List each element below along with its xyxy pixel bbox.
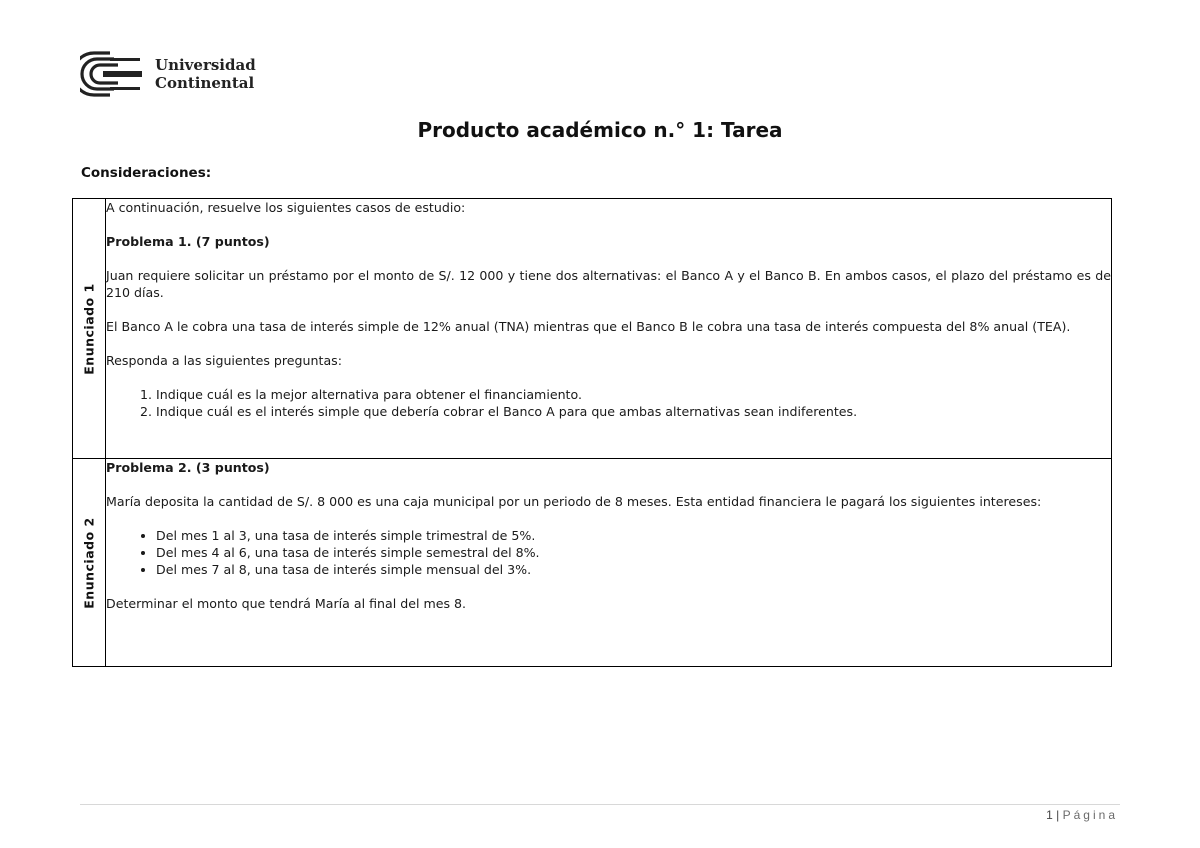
problem-1-paragraph-2: El Banco A le cobra una tasa de interés simple de 12% anual (TNA) mientras que el Banco B le cobra una tasa de interés compuesta del 8% anual (TEA). <box>106 319 1071 334</box>
problem-2-title: Problema 2. (3 puntos) <box>106 460 270 475</box>
problem-2-bullets <box>106 527 1111 578</box>
enunciado-1-label-cell <box>73 199 106 459</box>
considerations-heading: Consideraciones: <box>81 165 212 181</box>
page-label: Página <box>1062 808 1118 822</box>
page-footer <box>1046 808 1118 822</box>
university-logo-icon <box>80 50 144 98</box>
logo-text <box>155 56 256 92</box>
question-2: 2. Indique cuál es el interés simple que debería cobrar el Banco A para que ambas alternativas sean indiferentes. <box>156 403 1111 420</box>
footer-separator: | <box>1056 808 1060 822</box>
enunciado-1-content <box>106 199 1112 459</box>
problem-2-paragraph-1: María deposita la cantidad de S/. 8 000 es una caja municipal por un periodo de 8 meses. Esta entidad financiera le pagará los siguientes intereses: <box>106 494 1042 509</box>
bullet-3: • Del mes 7 al 8, una tasa de interés simple mensual del 3%. <box>156 561 1111 578</box>
problem-1-title: Problema 1. (7 puntos) <box>106 234 270 249</box>
enunciado-2-row <box>73 459 1112 667</box>
bullet-1: • Del mes 1 al 3, una tasa de interés simple trimestral de 5%. <box>156 527 1111 544</box>
problem-1-question-intro: Responda a las siguientes preguntas: <box>106 353 342 368</box>
enunciado-1-intro: A continuación, resuelve los siguientes casos de estudio: <box>106 200 466 215</box>
enunciado-1-row <box>73 199 1112 459</box>
problem-2-closing: Determinar el monto que tendrá María al final del mes 8. <box>106 596 467 611</box>
page-title: Producto académico n.° 1: Tarea <box>417 118 783 142</box>
enunciado-1-label: Enunciado 1 <box>81 282 97 375</box>
footer-divider <box>80 804 1120 805</box>
problem-1-questions <box>106 386 1111 420</box>
logo-line-1: Universidad <box>155 56 256 74</box>
bullet-2: • Del mes 4 al 6, una tasa de interés simple semestral del 8%. <box>156 544 1111 561</box>
problem-1-paragraph-1: Juan requiere solicitar un préstamo por el monto de S/. 12 000 y tiene dos alternativas: el Banco A y el Banco B. En ambos casos, el plazo del préstamo es de 210 días. <box>106 268 1111 300</box>
assignment-table <box>72 198 1112 667</box>
enunciado-2-label: Enunciado 2 <box>81 516 97 609</box>
page-number: 1 <box>1046 808 1053 822</box>
logo-line-2: Continental <box>155 74 255 92</box>
enunciado-2-content <box>106 459 1112 667</box>
question-1: 1. Indique cuál es la mejor alternativa para obtener el financiamiento. <box>156 386 1111 403</box>
enunciado-2-label-cell <box>73 459 106 667</box>
university-logo <box>80 50 256 98</box>
